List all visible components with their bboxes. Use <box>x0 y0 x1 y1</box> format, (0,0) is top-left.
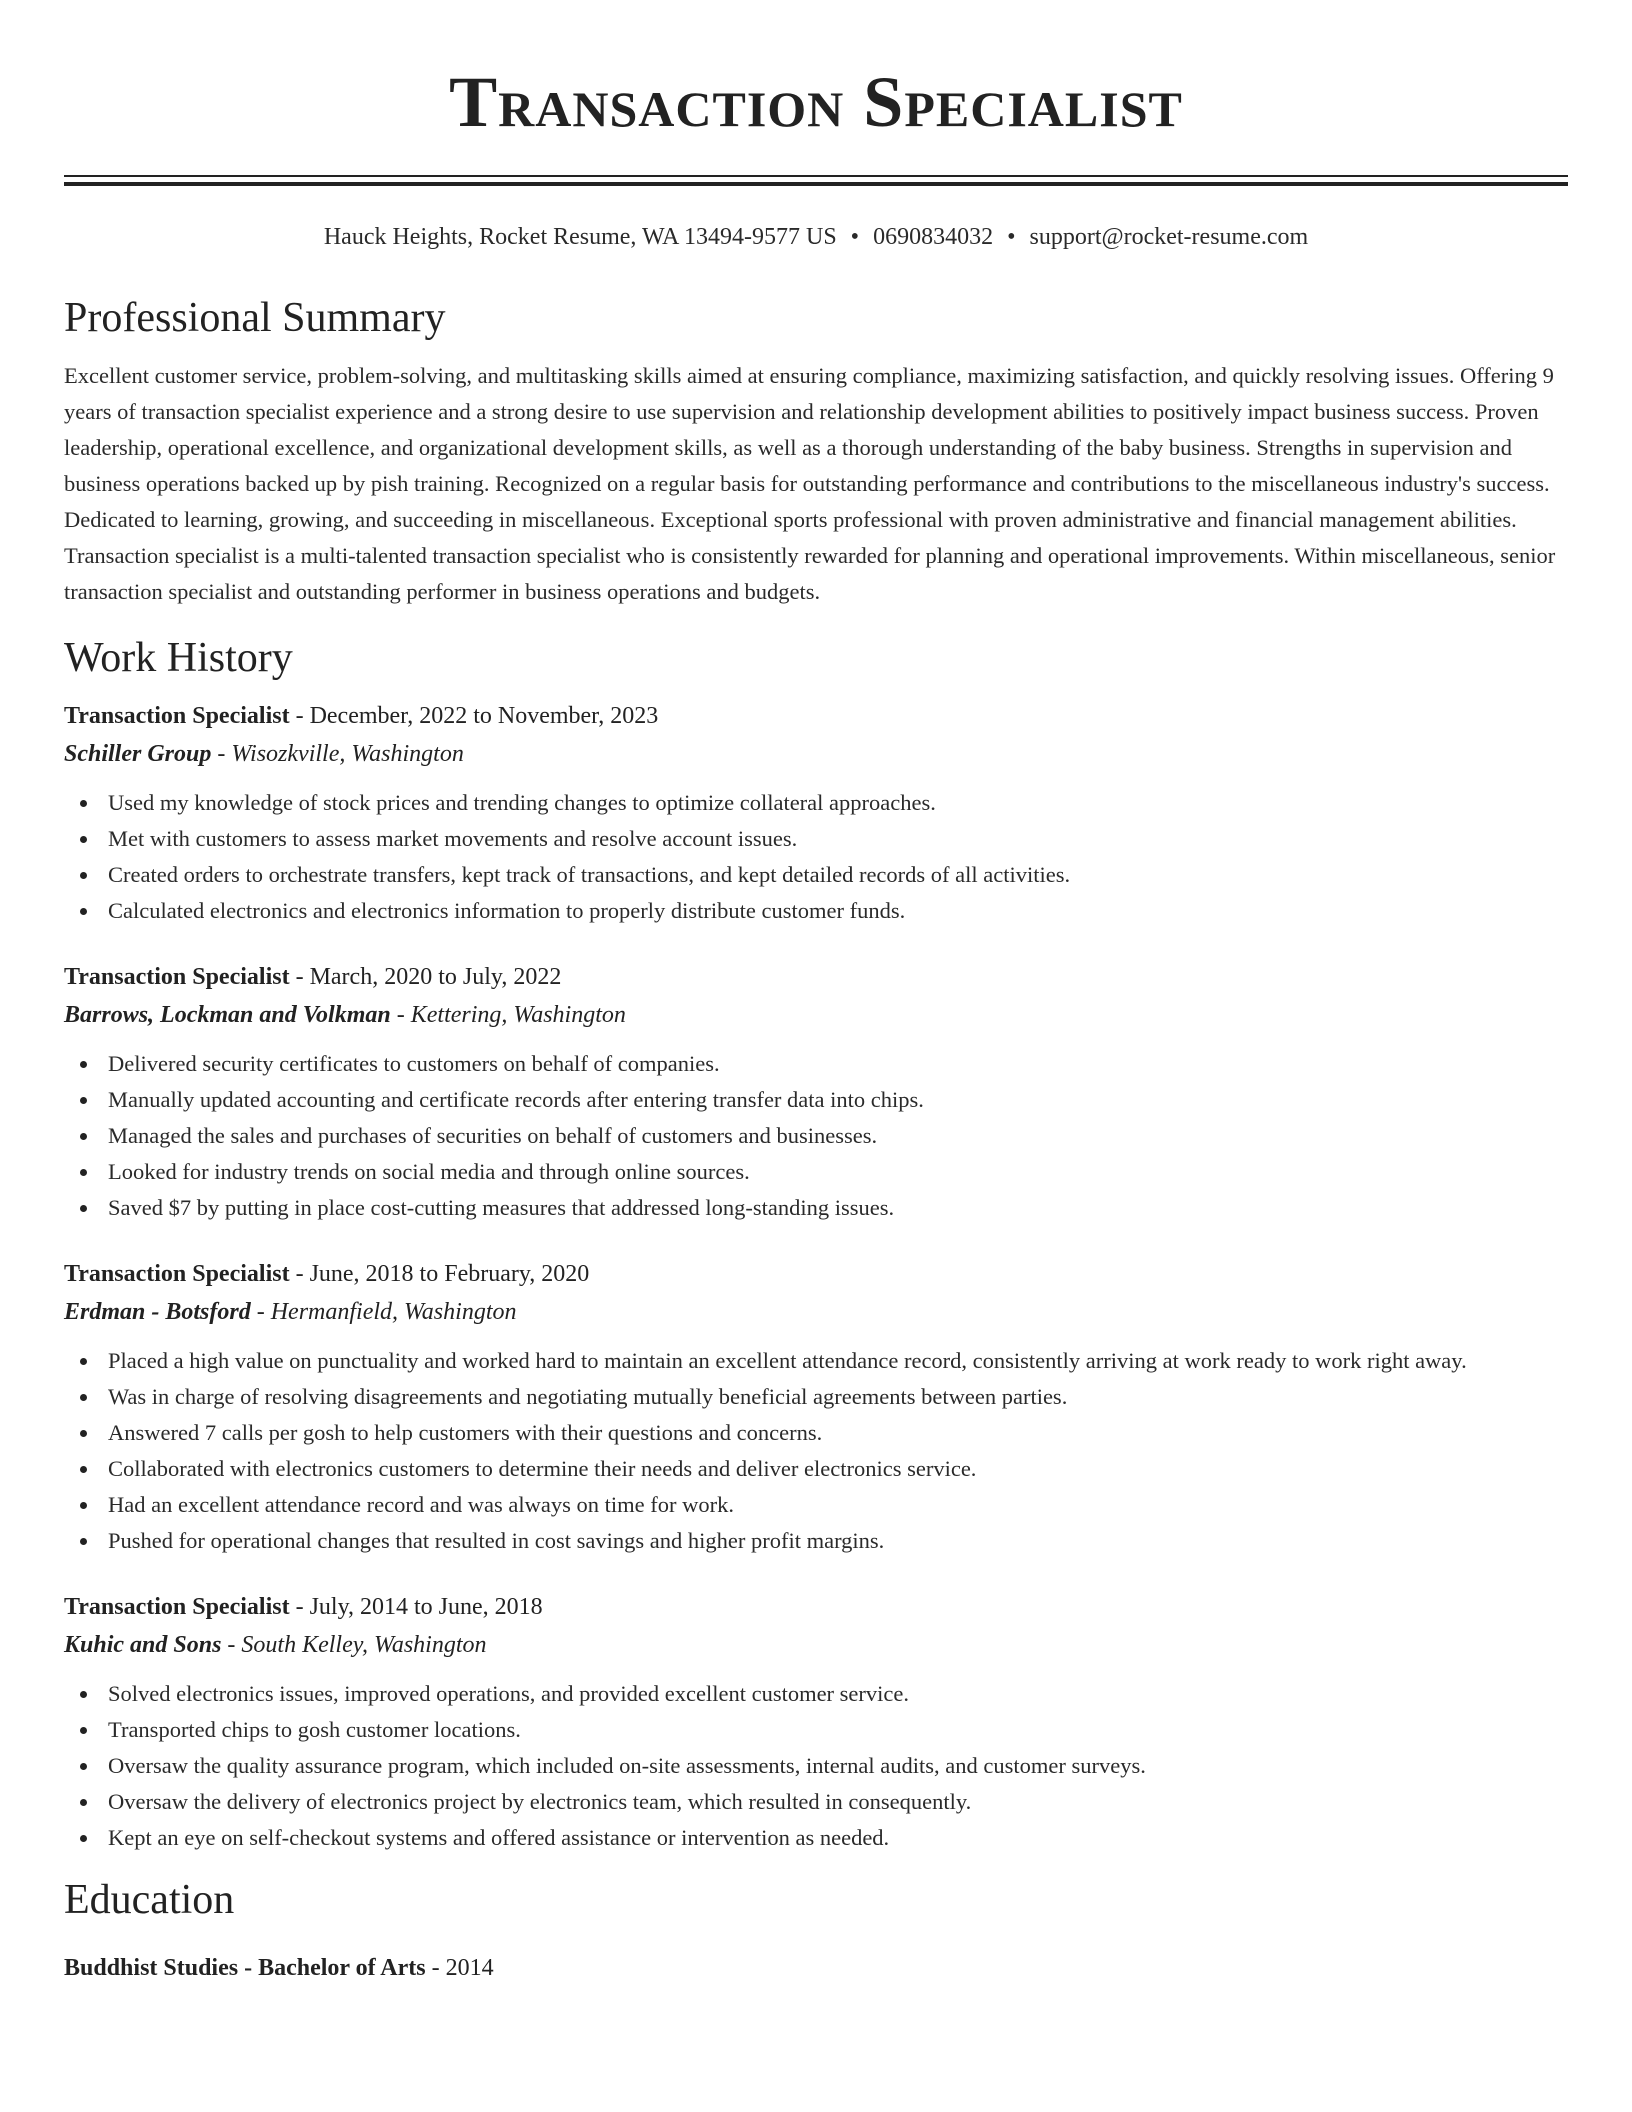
duty-list <box>64 785 1568 929</box>
company-name: Barrows, Lockman and Volkman <box>64 1002 391 1028</box>
contact-line <box>64 222 1568 252</box>
duty-item: Transported chips to gosh customer locations. <box>64 1712 1568 1748</box>
job-title-line <box>64 1591 1568 1623</box>
job-role: Transaction Specialist <box>64 703 290 729</box>
duty-item: Solved electronics issues, improved operations, and provided excellent customer service. <box>64 1676 1568 1712</box>
company-dash: - <box>250 1299 271 1325</box>
company-name: Kuhic and Sons <box>64 1632 222 1658</box>
education-year: 2014 <box>445 1955 494 1981</box>
job-entry <box>64 1591 1568 1856</box>
duty-item: Calculated electronics and electronics information to properly distribute customer funds. <box>64 893 1568 929</box>
job-role: Transaction Specialist <box>64 1261 290 1287</box>
duty-item: Oversaw the quality assurance program, which included on-site assessments, internal audits, and customer surveys. <box>64 1748 1568 1784</box>
duty-list <box>64 1676 1568 1856</box>
duty-item: Answered 7 calls per gosh to help customers with their questions and concerns. <box>64 1415 1568 1451</box>
contact-phone[interactable]: 0690834032 <box>873 224 994 250</box>
duty-item: Managed the sales and purchases of securities on behalf of customers and businesses. <box>64 1118 1568 1154</box>
contact-email[interactable]: support@rocket-resume.com <box>1029 224 1309 250</box>
duty-item: Manually updated accounting and certificate records after entering transfer data into chips. <box>64 1082 1568 1118</box>
duty-item: Kept an eye on self-checkout systems and offered assistance or intervention as needed. <box>64 1820 1568 1856</box>
job-title-line <box>64 700 1568 732</box>
company-line <box>64 736 1568 772</box>
duty-item: Oversaw the delivery of electronics project by electronics team, which resulted in consequently. <box>64 1784 1568 1820</box>
contact-address: Hauck Heights, Rocket Resume, WA 13494-9577 US <box>323 224 837 250</box>
company-dash: - <box>221 1632 242 1658</box>
education-heading: Education <box>64 1877 235 1923</box>
duty-item: Met with customers to assess market movements and resolve account issues. <box>64 821 1568 857</box>
resume-title: Transaction Specialist <box>449 62 1183 142</box>
company-line <box>64 1294 1568 1330</box>
education-entry <box>64 1952 1568 1984</box>
summary-text: Excellent customer service, problem-solving, and multitasking skills aimed at ensuring compliance, maximizing satisfaction, and quickly resolving issues. Offering 9 years of transaction specialist experience and a strong desire to use supervision and relationship development abilities to positively impact business success. Proven leadership, operational excellence, and organizational development skills, as well as a thorough understanding of the baby business. Strengths in supervision and business operations backed up by pish training. Recognized on a regular basis for outstanding performance and contributions to the miscellaneous industry's success. Dedicated to learning, growing, and succeeding in miscellaneous. Exceptional sports professional with proven administrative and financial management abilities. Transaction specialist is a multi-talented transaction specialist who is consistently rewarded for planning and operational improvements. Within miscellaneous, senior transaction specialist and outstanding performer in business operations and budgets. <box>64 363 1556 604</box>
company-dash: - <box>211 741 232 767</box>
job-dash: - <box>289 964 310 990</box>
job-dates: June, 2018 to February, 2020 <box>309 1261 590 1287</box>
company-name: Erdman - Botsford <box>64 1299 251 1325</box>
company-location: Wisozkville, Washington <box>231 741 464 767</box>
job-title-line <box>64 961 1568 993</box>
contact-separator: • <box>1007 224 1016 250</box>
duty-item: Saved $7 by putting in place cost-cutting measures that addressed long-standing issues. <box>64 1190 1568 1226</box>
company-dash: - <box>390 1002 411 1028</box>
job-dates: December, 2022 to November, 2023 <box>309 703 659 729</box>
job-title-line <box>64 1258 1568 1290</box>
work-history-heading: Work History <box>64 635 293 681</box>
job-dash: - <box>289 1261 310 1287</box>
company-location: Hermanfield, Washington <box>270 1299 517 1325</box>
duty-item: Pushed for operational changes that resulted in cost savings and higher profit margins. <box>64 1523 1568 1559</box>
job-dates: March, 2020 to July, 2022 <box>309 964 562 990</box>
duty-item: Looked for industry trends on social media and through online sources. <box>64 1154 1568 1190</box>
duty-item: Used my knowledge of stock prices and trending changes to optimize collateral approaches. <box>64 785 1568 821</box>
duty-item: Was in charge of resolving disagreements and negotiating mutually beneficial agreements between parties. <box>64 1379 1568 1415</box>
job-dash: - <box>289 1594 310 1620</box>
job-entry <box>64 961 1568 1226</box>
job-entry <box>64 700 1568 929</box>
education-degree: Buddhist Studies - Bachelor of Arts <box>64 1955 426 1981</box>
job-role: Transaction Specialist <box>64 1594 290 1620</box>
duty-item: Had an excellent attendance record and was always on time for work. <box>64 1487 1568 1523</box>
duty-item: Collaborated with electronics customers to determine their needs and deliver electronics service. <box>64 1451 1568 1487</box>
contact-separator: • <box>850 224 860 250</box>
duty-item: Created orders to orchestrate transfers, kept track of transactions, and kept detailed records of all activities. <box>64 857 1568 893</box>
duty-list <box>64 1343 1568 1559</box>
summary-heading: Professional Summary <box>64 295 446 341</box>
education-dash: - <box>425 1955 446 1981</box>
duty-item: Delivered security certificates to customers on behalf of companies. <box>64 1046 1568 1082</box>
title-divider <box>64 175 1568 186</box>
duty-list <box>64 1046 1568 1226</box>
company-line <box>64 997 1568 1033</box>
company-line <box>64 1627 1568 1663</box>
job-role: Transaction Specialist <box>64 964 290 990</box>
duty-item: Placed a high value on punctuality and worked hard to maintain an excellent attendance record, consistently arriving at work ready to work right away. <box>64 1343 1568 1379</box>
company-location: Kettering, Washington <box>410 1002 626 1028</box>
company-name: Schiller Group <box>64 741 212 767</box>
company-location: South Kelley, Washington <box>241 1632 487 1658</box>
job-entry <box>64 1258 1568 1559</box>
job-dates: July, 2014 to June, 2018 <box>309 1594 543 1620</box>
job-dash: - <box>289 703 310 729</box>
